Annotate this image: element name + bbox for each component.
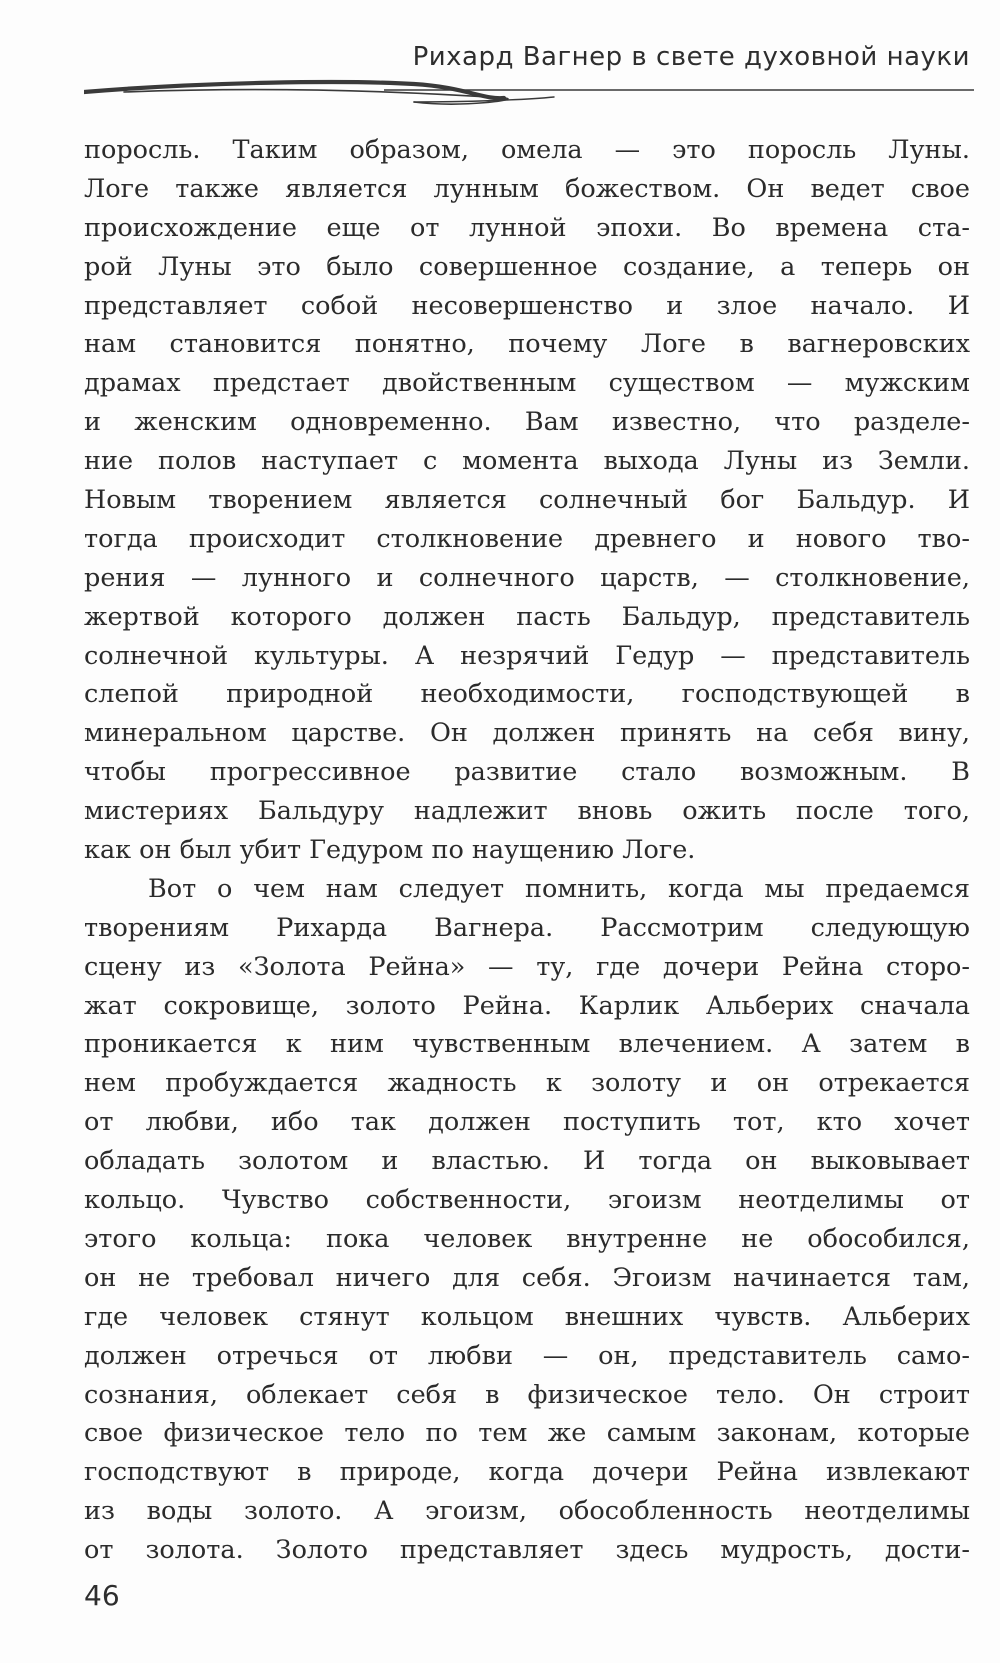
text-line-3: происхождение еще от лунной эпохи. Во времена ста- bbox=[84, 212, 970, 243]
text-line-34: свое физическое тело по тем же самым законам, которые bbox=[84, 1418, 970, 1449]
text-line-8: и женским одновременно. Вам известно, что разделе- bbox=[84, 407, 970, 438]
text-line-14: солнечной культуры. А незрячий Гедур — представитель bbox=[84, 640, 970, 671]
header-swash-ornament bbox=[84, 78, 974, 118]
text-line-12: рения — лунного и солнечного царств, — столкновение, bbox=[84, 562, 970, 593]
text-line-16: минеральном царстве. Он должен принять на себя вину, bbox=[84, 718, 970, 749]
text-line-20: Вот о чем нам следует помнить, когда мы предаемся bbox=[148, 873, 970, 904]
text-line-2: Логе также является лунным божеством. Он ведет свое bbox=[84, 173, 970, 204]
text-line-32: должен отречься от любви — он, представитель само- bbox=[84, 1340, 970, 1371]
text-line-6: нам становится понятно, почему Логе в вагнеровских bbox=[84, 329, 970, 360]
text-line-10: Новым творением является солнечный бог Бальдур. И bbox=[84, 485, 970, 516]
text-line-28: кольцо. Чувство собственности, эгоизм неотделимы от bbox=[84, 1185, 970, 1216]
text-line-5: представляет собой несовершенство и злое начало. И bbox=[84, 290, 970, 321]
text-line-7: драмах предстает двойственным существом — мужским bbox=[84, 368, 970, 399]
text-line-27: обладать золотом и властью. И тогда он выковывает bbox=[84, 1146, 970, 1177]
text-line-23: жат сокровище, золото Рейна. Карлик Альберих сначала bbox=[84, 990, 970, 1021]
text-line-33: сознания, облекает себя в физическое тело. Он строит bbox=[84, 1379, 970, 1410]
text-line-11: тогда происходит столкновение древнего и нового тво- bbox=[84, 523, 970, 554]
text-line-13: жертвой которого должен пасть Бальдур, представитель bbox=[84, 601, 970, 632]
text-line-29: этого кольца: пока человек внутренне не обособился, bbox=[84, 1223, 970, 1254]
text-line-4: рой Луны это было совершенное создание, а теперь он bbox=[84, 251, 970, 282]
text-line-35: господствуют в природе, когда дочери Рейна извлекают bbox=[84, 1457, 970, 1488]
text-line-30: он не требовал ничего для себя. Эгоизм начинается там, bbox=[84, 1262, 970, 1293]
text-line-19: как он был убит Гедуром по наущению Логе. bbox=[84, 835, 696, 866]
text-line-15: слепой природной необходимости, господствующей в bbox=[84, 679, 970, 710]
text-line-17: чтобы прогрессивное развитие стало возможным. В bbox=[84, 757, 970, 788]
page-number: 46 bbox=[84, 1579, 120, 1612]
text-line-25: нем пробуждается жадность к золоту и он отрекается bbox=[84, 1068, 970, 1099]
text-line-37: от золота. Золото представляет здесь мудрость, дости- bbox=[84, 1535, 970, 1566]
text-line-21: творениям Рихарда Вагнера. Рассмотрим следующую bbox=[84, 912, 970, 943]
text-line-24: проникается к ним чувственным влечением. А затем в bbox=[84, 1029, 970, 1060]
text-line-18: мистериях Бальдуру надлежит вновь ожить после того, bbox=[84, 796, 970, 827]
text-line-9: ние полов наступает с момента выхода Луны из Земли. bbox=[84, 446, 970, 477]
text-line-26: от любви, ибо так должен поступить тот, кто хочет bbox=[84, 1107, 970, 1138]
body-text bbox=[84, 131, 970, 1570]
text-line-36: из воды золото. А эгоизм, обособленность неотделимы bbox=[84, 1496, 970, 1527]
text-line-1: поросль. Таким образом, омела — это поросль Луны. bbox=[84, 135, 970, 165]
running-header-title: Рихард Вагнер в свете духовной науки bbox=[412, 42, 970, 72]
text-line-22: сцену из «Золота Рейна» — ту, где дочери Рейна сторо- bbox=[84, 951, 970, 982]
text-line-31: где человек стянут кольцом внешних чувств. Альберих bbox=[84, 1301, 970, 1332]
